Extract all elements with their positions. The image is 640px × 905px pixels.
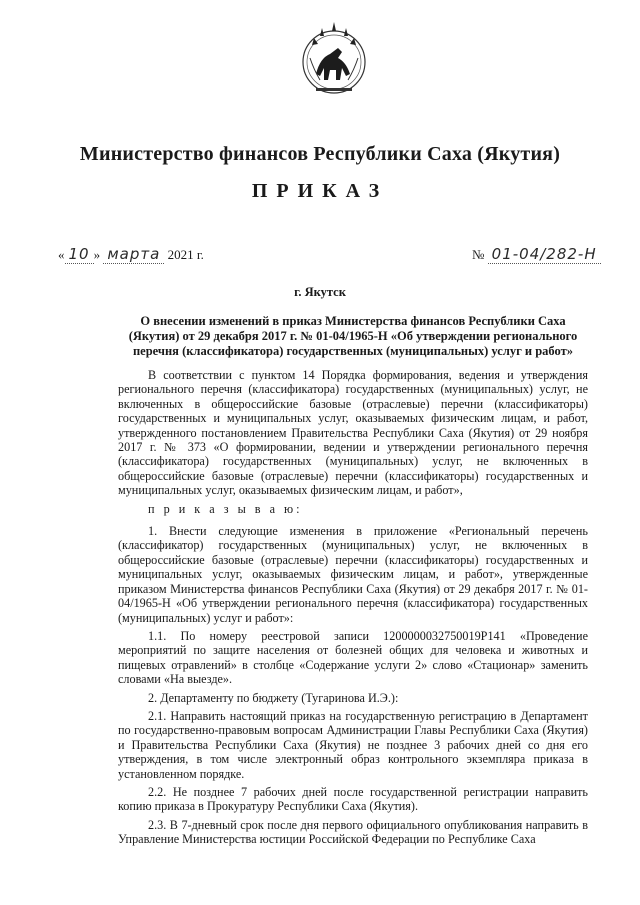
order-title: ПРИКАЗ (251, 180, 389, 202)
date-day: 10 (65, 245, 94, 264)
order-body (118, 368, 588, 851)
order-number (472, 245, 601, 263)
paragraph-item-2-1: 2.1. Направить настоящий приказ на государственную регистрацию в Департамент по государственно-правовым вопросам Администрации Главы Республики Саха (Якутия) и Правительства Республики Саха (Якутия) не позднее 3 рабочих дней со дня его утверждения, в том числе электронный образ контрольного экземпляра приказа в установленном порядке. (118, 708, 588, 781)
paragraph-order-word: п р и к а з ы в а ю: (148, 501, 303, 516)
paragraph-preamble: В соответствии с пунктом 14 Порядка формирования, ведения и утверждения регионального перечня (классификатора) государственных (муниципальных) услуг, не включенных в общероссийские базовые (отраслевые) перечни (классификаторы) государственных и муниципальных услуг, оказываемых физическим лицам, и работ, утвержденного постановлением Правительства Республики Саха (Якутия) от 29 ноября 2017 г. № 373 «О формировании, ведении и утверждении регионального перечня (классификатора) государственных (муниципальных) услуг, не включенных в общероссийские базовые (отраслевые) перечни (классификаторы) государственных и муниципальных услуг, оказываемых физическим лицам, и работ», (118, 368, 588, 498)
order-subject: О внесении изменений в приказ Министерства финансов Республики Саха (Якутия) от 29 декабря 2017 г. № 01-04/1965-Н «Об утверждении регионального перечня (классификатора) государственных (муниципальных) услуг и работ» (128, 314, 578, 358)
city: г. Якутск (294, 285, 346, 299)
date-month: марта (103, 245, 164, 264)
date-year: 2021 г. (167, 247, 204, 262)
number-value: 01-04/282-Н (488, 245, 601, 264)
number-prefix: № (472, 247, 485, 262)
paragraph-item-1: 1. Внести следующие изменения в приложение «Региональный перечень (классификатор) государственных (муниципальных) услуг, не включенных в общероссийские базовые (отраслевые) перечни (классификаторы) государственных и муниципальных услуг, оказываемых физическим лицам, и работ», утвержденные приказом Министерства финансов Республики Саха (Якутия) от 29 декабря 2017 г. № 01-04/1965-Н «Об утверждении регионального перечня (классификатора) государственных (муниципальных) услуг и работ»: (118, 524, 588, 625)
paragraph-item-1-1: 1.1. По номеру реестровой записи 1200000032750019Р141 «Проведение мероприятий по защите населения от болезней общих для человека и животных и пищевых отравлений» в столбце «Содержание услуги 2» слово «Стационар» заменить словами «На выезде». (118, 628, 588, 687)
paragraph-item-2-2: 2.2. Не позднее 7 рабочих дней после государственной регистрации направить копию приказа в Прокуратуру Республики Саха (Якутия). (118, 784, 588, 814)
paragraph-item-2: 2. Департаменту по бюджету (Тугаринова И.Э.): (148, 690, 399, 705)
ministry-name: Министерство финансов Республики Саха (Якутия) (79, 143, 561, 165)
order-date: « 10 » марта 2021 г. (58, 245, 204, 263)
paragraph-item-2-3: 2.3. В 7-дневный срок после дня первого официального опубликования направить в Управление Министерства юстиции Российской Федерации по Республике Саха (118, 817, 588, 847)
coat-of-arms-emblem (300, 18, 368, 108)
